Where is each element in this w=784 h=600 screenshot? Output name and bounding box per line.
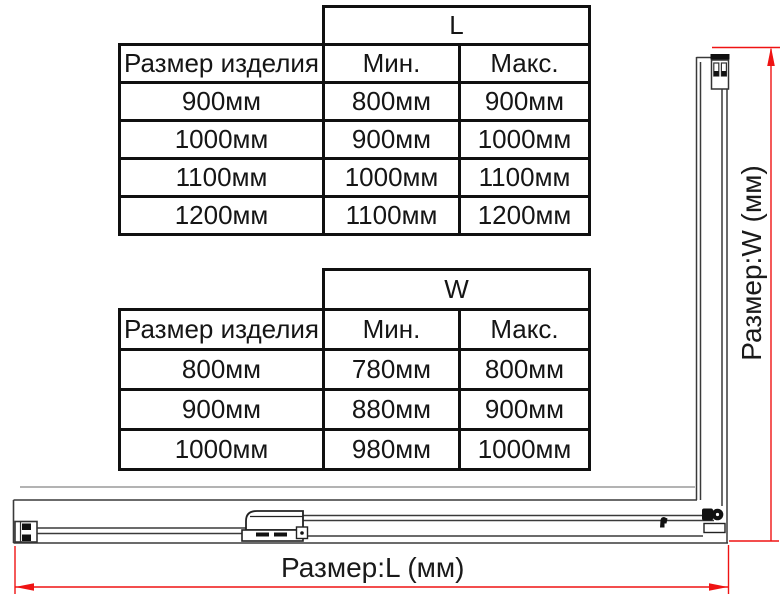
min-header-cell: Мин. (324, 310, 460, 350)
size-cell: 780мм (324, 350, 460, 390)
min-header-cell: Мин. (324, 45, 460, 83)
size-cell: 900мм (460, 390, 590, 430)
size-cell: 900мм (460, 83, 590, 121)
size-cell: 900мм (120, 390, 324, 430)
length-dimension-label: Размер:L (мм) (281, 552, 465, 583)
dimension-header-cell: W (324, 270, 590, 310)
size-cell: 900мм (120, 83, 324, 121)
size-cell: 1000мм (120, 430, 324, 470)
size-cell: 1200мм (120, 197, 324, 235)
size-cell: 1100мм (460, 159, 590, 197)
size-cell: 980мм (324, 430, 460, 470)
max-header-cell: Макс. (460, 310, 590, 350)
size-cell: 1000мм (460, 121, 590, 159)
dimension-lines (15, 48, 780, 595)
size-cell: 800мм (324, 83, 460, 121)
size-cell: 1200мм (460, 197, 590, 235)
left-wall-bracket (15, 522, 37, 543)
size-cell: 1000мм (120, 121, 324, 159)
roller-carriage (242, 511, 308, 541)
product-size-header-cell: Размер изделия (120, 45, 324, 83)
rail-latch (660, 517, 668, 528)
max-header-cell: Макс. (460, 45, 590, 83)
dimension-arrowheads (15, 47, 775, 591)
size-cell: 1000мм (460, 430, 590, 470)
side-profile-lines (697, 57, 729, 543)
size-cell: 1100мм (324, 197, 460, 235)
size-cell: 1100мм (120, 159, 324, 197)
top-wall-bracket (711, 54, 730, 89)
size-cell: 1000мм (324, 159, 460, 197)
size-cell: 880мм (324, 390, 460, 430)
width-dimension-label: Размер:W (мм) (736, 165, 767, 361)
size-cell: 800мм (120, 350, 324, 390)
size-cell: 900мм (324, 121, 460, 159)
bottom-track-lines (14, 500, 729, 543)
dimension-header-cell: L (324, 7, 590, 45)
product-size-header-cell: Размер изделия (120, 310, 324, 350)
size-cell: 800мм (460, 350, 590, 390)
